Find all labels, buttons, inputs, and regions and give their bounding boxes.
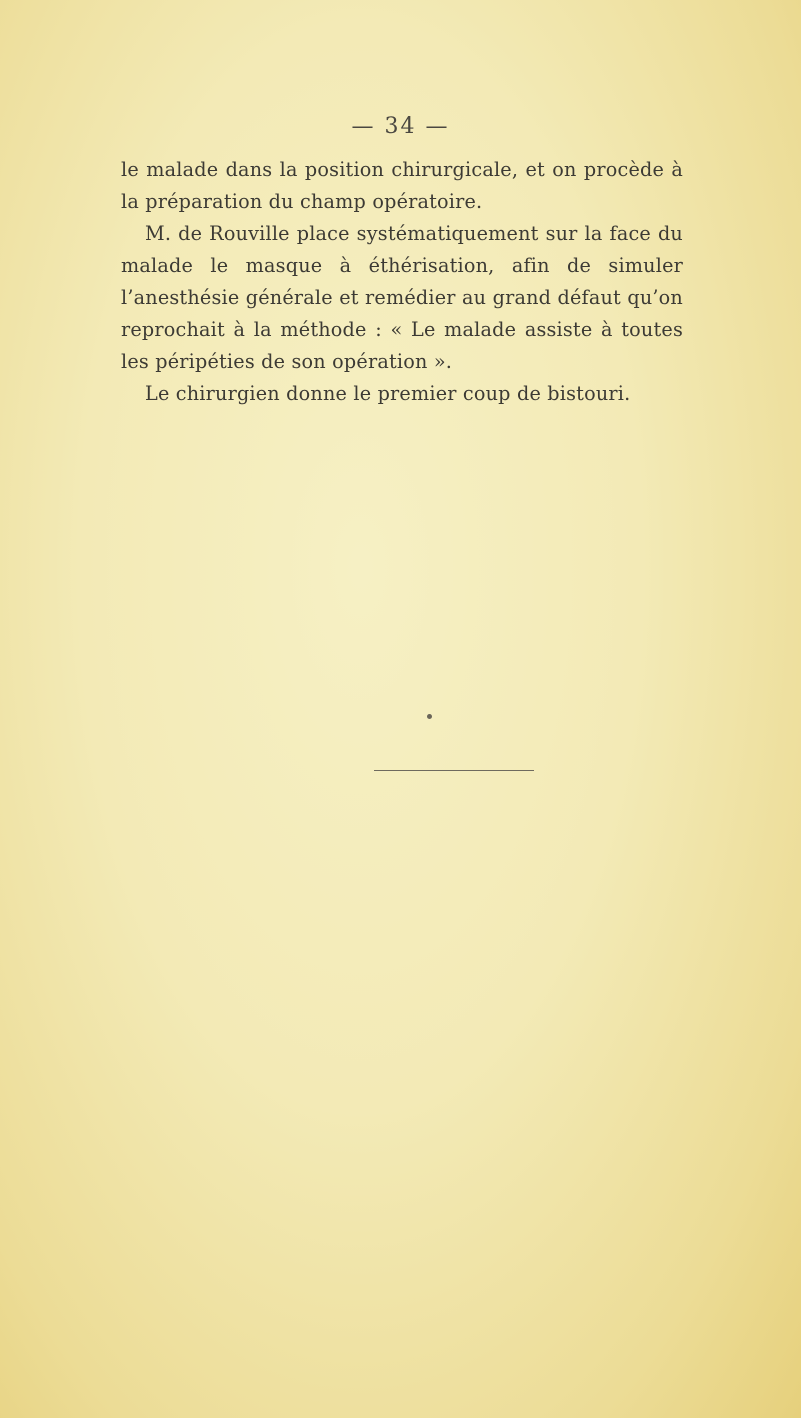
- page-number: — 34 —: [351, 114, 450, 139]
- paragraph: Le chirurgien donne le premier coup de bistouri.: [145, 382, 631, 405]
- section-rule: [374, 770, 534, 771]
- paragraph: M. de Rouville place systématiquement sur la face du malade le masque à éthérisation, afin de simuler l’anesthésie générale et remédier au grand défaut qu’on reprochait à la méthode : « Le malade assiste à toutes les péripéties de son opération ».: [121, 222, 683, 373]
- ink-dot: [427, 714, 432, 719]
- body-text: [121, 154, 683, 410]
- paragraph: le malade dans la position chirurgicale, et on procède à la préparation du champ opératoire.: [121, 158, 683, 213]
